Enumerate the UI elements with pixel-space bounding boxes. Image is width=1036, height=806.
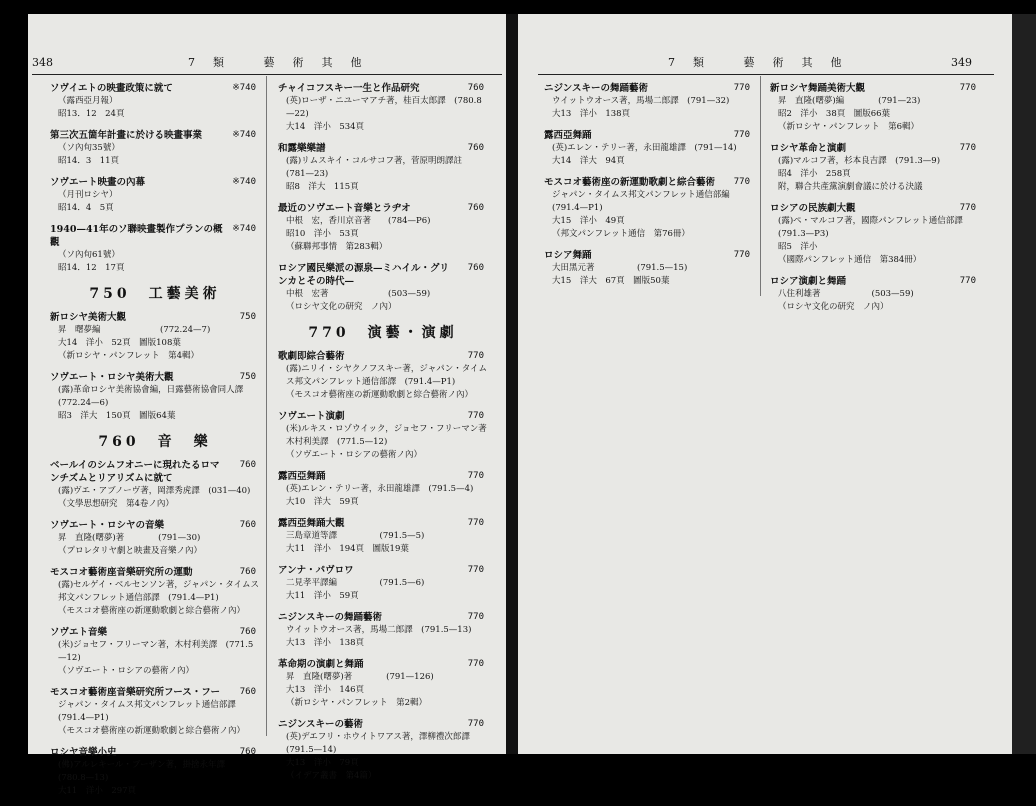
entry-detail-line: （ソヴエート・ロシアの藝術ノ內） xyxy=(58,666,195,676)
entry-detail-line: ウイットウオース著，馬場二郎譯 (791—32) xyxy=(552,96,730,106)
entry-detail-line: ジャパン・タイムス邦文パンフレット通信部編 (791.4—P1) xyxy=(552,190,739,213)
right-class-heading: 7類 藝術其他 xyxy=(668,56,860,69)
catalog-entry xyxy=(544,82,754,121)
right-column-1 xyxy=(544,82,754,296)
entry-class-code: ※740 xyxy=(232,130,256,140)
catalog-entry xyxy=(50,519,260,558)
catalog-entry xyxy=(544,176,754,241)
entry-title: 1940—41年のソ聯映畫製作プランの概觀 xyxy=(50,224,223,248)
entry-detail-line: （プロレタリヤ劇と映畫及音樂ノ內） xyxy=(58,546,202,556)
catalog-entry xyxy=(770,142,980,194)
catalog-entry xyxy=(278,517,488,556)
left-header xyxy=(28,52,506,74)
entry-detail-line: （ロシヤ文化の研究 ノ內） xyxy=(778,302,889,312)
entry-detail-line: 昭10 洋小 53頁 xyxy=(286,229,359,239)
entry-title: チャイコフスキー一生と作品研究 xyxy=(278,83,420,94)
entry-class-code: 770 xyxy=(467,612,484,622)
entry-detail-line: (米)ルキス・ロゾウイック，ジョセフ・フリーマン著 木村利美譯 (771.5—12) xyxy=(286,424,496,447)
entry-detail-line: 大13 洋小 79頁 xyxy=(286,758,359,768)
entry-detail-line: （文學思想研究 第4卷ノ內） xyxy=(58,499,174,509)
catalog-entry xyxy=(278,718,488,783)
entry-detail-line: 昭14．4 5頁 xyxy=(58,203,114,213)
entry-class-code: 770 xyxy=(733,130,750,140)
entry-class-code: 770 xyxy=(467,565,484,575)
entry-detail-line: 昭4 洋小 258頁 xyxy=(778,169,851,179)
entry-title: モスコオ藝術座の新運動歌劇と綜合藝術 xyxy=(544,177,716,188)
entry-class-code: 760 xyxy=(239,520,256,530)
entry-title: 露西亞舞踊 xyxy=(544,130,592,141)
entry-detail-line: 大13 洋小 146頁 xyxy=(286,685,365,695)
entry-detail-line: 附，聯合共產黨演劇會議に於ける決議 xyxy=(778,182,923,192)
entry-class-code: ※740 xyxy=(232,177,256,187)
entry-detail-line: (英)エレン・テリー著，永田龍雄譯 (791.5—4) xyxy=(286,484,474,494)
entry-title: ニジンスキーの藝術 xyxy=(278,719,363,730)
entry-detail-line: 中根 宏著 (503—59) xyxy=(286,289,431,299)
entry-title: ニジンスキーの舞踊藝術 xyxy=(278,612,382,623)
entry-detail-line: 昇 直隆(曙夢)著 (791—126) xyxy=(286,672,434,682)
catalog-entry xyxy=(278,350,488,402)
entry-detail-line: 大14 洋小 534頁 xyxy=(286,122,365,132)
entry-detail-line: (露)マルコフ著，杉本良吉譯 (791.3—9) xyxy=(778,156,941,166)
entry-class-code: 770 xyxy=(959,143,976,153)
entry-title: モスコオ藝術座音樂研究所の運動 xyxy=(50,567,193,578)
entry-title: ソヴエート・ロシヤ美術大觀 xyxy=(50,372,174,383)
entry-detail-line: 大15 洋小 49頁 xyxy=(552,216,625,226)
entry-detail-line: 中根 宏，香川京音著 (784—P6) xyxy=(286,216,431,226)
book-gutter xyxy=(506,14,518,754)
entry-detail-line: 昭8 洋大 115頁 xyxy=(286,182,359,192)
entry-detail-line: （モスコオ藝術座の新運動歌劇と綜合藝術ノ內） xyxy=(58,606,246,616)
entry-detail-line: 大13 洋小 138頁 xyxy=(552,109,631,119)
entry-detail-line: 昭2 洋小 38頁 圖版66葉 xyxy=(778,109,891,119)
entry-class-code: 760 xyxy=(239,567,256,577)
left-page-number: 348 xyxy=(32,56,53,69)
entry-title: 新ロシヤ美術大觀 xyxy=(50,312,127,323)
entry-title: ロシア演劇と舞踊 xyxy=(770,276,847,287)
entry-detail-line: 大15 洋大 67頁 圖版50葉 xyxy=(552,276,670,286)
entry-detail-line: 昭13．12 24頁 xyxy=(58,109,125,119)
left-column-1 xyxy=(50,82,260,806)
catalog-entry xyxy=(770,82,980,134)
entry-title: ロシヤ革命と演劇 xyxy=(770,143,847,154)
entry-title: ニジンスキーの舞踊藝術 xyxy=(544,83,648,94)
entry-detail-line: （イデア叢書 第4篇） xyxy=(286,771,377,781)
entry-detail-line: 大14 洋大 94頁 xyxy=(552,156,625,166)
entry-detail-line: （ソ內旬35號） xyxy=(58,143,120,153)
entry-class-code: 770 xyxy=(733,83,750,93)
right-page xyxy=(518,14,1012,754)
right-column-divider xyxy=(760,76,761,296)
entry-detail-line: (露)リムスキイ・コルサコフ著，菅原明朗譯註 (781—23) xyxy=(286,156,471,179)
entry-detail-line: 大田黑元著 (791.5—15) xyxy=(552,263,688,273)
entry-class-code: 770 xyxy=(959,203,976,213)
entry-detail-line: (露)ニリイ・シヤクノフスキー著，ジャパン・タイムス邦文パンフレット通信部譯 (791.4—P1) xyxy=(286,364,488,387)
entry-detail-line: 大11 洋小 59頁 xyxy=(286,591,359,601)
catalog-entry xyxy=(278,202,488,254)
entry-detail-line: (英)エレン・テリー著，永田龍雄譯 (791—14) xyxy=(552,143,737,153)
entry-class-code: 770 xyxy=(467,471,484,481)
right-header xyxy=(518,52,1012,74)
catalog-entry xyxy=(50,311,260,363)
entry-detail-line: （新ロシヤ・パンフレット 第4輯） xyxy=(58,351,199,361)
entry-detail-line: 昭5 洋小 xyxy=(778,242,818,252)
right-column-2 xyxy=(770,82,980,322)
catalog-entry xyxy=(544,129,754,168)
catalog-entry xyxy=(278,262,488,314)
entry-class-code: 770 xyxy=(467,411,484,421)
entry-title: ロシヤ音樂小史 xyxy=(50,747,117,758)
entry-detail-line: 八住利雄著 (503—59) xyxy=(778,289,914,299)
catalog-entry xyxy=(50,129,260,168)
entry-detail-line: ウイットウオース著，馬場二郎譯 (791.5—13) xyxy=(286,625,472,635)
entry-detail-line: （ロシヤ文化の研究 ノ內） xyxy=(286,302,397,312)
entry-title: アンナ・パヴロワ xyxy=(278,565,354,576)
catalog-entry xyxy=(50,176,260,215)
entry-detail-line: (英)ローザ・ニユーマアチ著，桂百太郎譯 (780.8—22) xyxy=(286,96,482,119)
entry-detail-line: （月刊ロシヤ） xyxy=(58,190,118,200)
entry-detail-line: （國際パンフレット通信 第384冊） xyxy=(778,255,922,265)
entry-detail-line: (露)ペ・マルコフ著，國際パンフレット通信部譯 (791.3—P3) xyxy=(778,216,972,239)
entry-class-code: 760 xyxy=(239,460,256,470)
entry-title: ソヴエート・ロシヤの音樂 xyxy=(50,520,165,531)
entry-detail-line: 三島章道等譯 (791.5—5) xyxy=(286,531,425,541)
catalog-entry xyxy=(278,410,496,462)
catalog-entry xyxy=(770,202,980,267)
entry-detail-line: (露)革命ロシヤ美術協會編，日露藝術協會同人譯 (772.24—6) xyxy=(58,385,252,408)
entry-class-code: 750 xyxy=(239,312,256,322)
entry-title: 露西亞舞踊 xyxy=(278,471,326,482)
catalog-entry xyxy=(50,223,260,275)
entry-title: ソヴエト音樂 xyxy=(50,627,108,638)
entry-title: ロシア舞踊 xyxy=(544,250,592,261)
entry-title: 歌劇即綜合藝術 xyxy=(278,351,345,362)
entry-title: モスコオ藝術座音樂研究所フース・フー xyxy=(50,687,220,698)
entry-class-code: 750 xyxy=(239,372,256,382)
entry-title: ソヴイエトの映畫政策に就て xyxy=(50,83,173,94)
entry-detail-line: 昭14．3 11頁 xyxy=(58,156,120,166)
catalog-entry xyxy=(278,470,488,509)
catalog-entry xyxy=(770,275,980,314)
entry-detail-line: 大14 洋小 52頁 圖版108葉 xyxy=(58,338,181,348)
entry-title: ベールイのシムフオニーに現れたるロマンチズムとリアリズムに就て xyxy=(50,460,220,484)
catalog-entry xyxy=(278,82,488,134)
entry-class-code: 770 xyxy=(733,177,750,187)
entry-detail-line: 昭14．12 17頁 xyxy=(58,263,125,273)
left-column-2 xyxy=(278,82,496,791)
entry-detail-line: (米)ジョセフ・フリーマン著，木村利美譯 (771.5—12) xyxy=(58,640,254,663)
right-edge-shadow xyxy=(1012,14,1036,754)
entry-class-code: 770 xyxy=(467,518,484,528)
section-heading: 760 音 樂 xyxy=(98,434,212,450)
entry-detail-line: 大11 洋小 297頁 xyxy=(58,786,137,796)
entry-detail-line: （モスコオ藝術座の新運動歌劇と綜合藝術ノ內） xyxy=(286,390,474,400)
entry-detail-line: （蘇聯邦事情 第283輯） xyxy=(286,242,388,252)
catalog-entry xyxy=(50,459,260,511)
entry-class-code: 760 xyxy=(239,747,256,757)
entry-title: ソヴエート演劇 xyxy=(278,411,345,422)
left-class-heading: 7類 藝術其他 xyxy=(188,56,380,69)
catalog-entry xyxy=(50,371,260,423)
entry-title: 露西亞舞踊大觀 xyxy=(278,518,345,529)
entry-detail-line: （露西亞月報） xyxy=(58,96,118,106)
catalog-entry xyxy=(50,626,260,678)
entry-class-code: 770 xyxy=(733,250,750,260)
entry-class-code: 760 xyxy=(467,263,484,273)
entry-title: 新ロシヤ舞踊美術大觀 xyxy=(770,83,866,94)
entry-detail-line: 昭3 洋大 150頁 圖版64葉 xyxy=(58,411,176,421)
entry-class-code: 760 xyxy=(239,627,256,637)
entry-title: 最近のソヴエート音樂とラヂオ xyxy=(278,203,411,214)
entry-detail-line: （ソヴエート・ロシアの藝術ノ內） xyxy=(286,450,423,460)
catalog-entry xyxy=(544,249,754,288)
entry-class-code: 760 xyxy=(467,203,484,213)
catalog-entry xyxy=(278,658,488,710)
entry-detail-line: 大10 洋大 59頁 xyxy=(286,497,359,507)
entry-detail-line: 昇 直隆(曙夢)編 (791—23) xyxy=(778,96,921,106)
entry-detail-line: 二見孝平譯編 (791.5—6) xyxy=(286,578,425,588)
left-header-rule xyxy=(32,74,502,75)
right-header-rule xyxy=(538,74,994,75)
entry-detail-line: (露)セルゲイ・ベルセンソン著，ジャパン・タイムス邦文パンフレット通信部譯 (791.4—P1) xyxy=(58,580,260,603)
entry-detail-line: (露)ヴエ・アブノーヴ著，岡澤秀虎譯 (031—40) xyxy=(58,486,251,496)
entry-detail-line: （新ロシヤ・パンフレット 第6輯） xyxy=(778,122,919,132)
entry-title: 和露樂樂譜 xyxy=(278,143,326,154)
entry-class-code: ※740 xyxy=(232,83,256,93)
catalog-entry xyxy=(50,82,260,121)
entry-class-code: ※740 xyxy=(232,224,256,234)
entry-title: 革命期の演劇と舞踊 xyxy=(278,659,364,670)
catalog-entry xyxy=(50,746,260,798)
entry-detail-line: 大13 洋小 138頁 xyxy=(286,638,365,648)
entry-detail-line: 大11 洋小 194頁 圖版19葉 xyxy=(286,544,409,554)
section-heading: 770 演藝・演劇 xyxy=(308,325,458,341)
entry-title: ソヴエート映畫の內幕 xyxy=(50,177,146,188)
left-page xyxy=(28,14,506,796)
entry-class-code: 760 xyxy=(467,143,484,153)
entry-detail-line: (英)デエフリ・ホウイトワアス著，澤柳禮次郎譯 (791.5—14) xyxy=(286,732,479,755)
catalog-entry xyxy=(278,564,488,603)
entry-class-code: 770 xyxy=(959,276,976,286)
right-page-number: 349 xyxy=(951,56,972,69)
entry-title: 第三次五箇年計畫に於ける映畫事業 xyxy=(50,130,203,141)
section-heading: 750 工藝美術 xyxy=(89,286,221,302)
entry-class-code: 770 xyxy=(467,351,484,361)
entry-detail-line: ジャパン・タイムス邦文パンフレット通信部譯 (791.4—P1) xyxy=(58,700,245,723)
entry-detail-line: 昇 直隆(曙夢)著 (791—30) xyxy=(58,533,201,543)
catalog-entry xyxy=(50,566,260,618)
entry-detail-line: (佛)アルレキール・ブーザン著，掛捨永年譯 (780.8—13) xyxy=(58,760,234,783)
entry-class-code: 760 xyxy=(467,83,484,93)
entry-detail-line: 昇 曙夢編 (772.24—7) xyxy=(58,325,211,335)
entry-class-code: 760 xyxy=(239,687,256,697)
entry-detail-line: （ソ內旬61號） xyxy=(58,250,120,260)
entry-detail-line: （モスコオ藝術座の新運動歌劇と綜合藝術ノ內） xyxy=(58,726,246,736)
catalog-entry xyxy=(278,142,488,194)
entry-title: ロシア國民樂派の源泉—ミハイル・グリンカとその時代— xyxy=(278,263,450,287)
left-column-divider xyxy=(266,76,267,736)
entry-class-code: 770 xyxy=(959,83,976,93)
catalog-entry xyxy=(278,611,488,650)
catalog-entry xyxy=(50,686,260,738)
entry-title: ロシアの民族劇大觀 xyxy=(770,203,856,214)
entry-class-code: 770 xyxy=(467,719,484,729)
entry-detail-line: （新ロシヤ・パンフレット 第2輯） xyxy=(286,698,427,708)
entry-class-code: 770 xyxy=(467,659,484,669)
entry-detail-line: （邦文パンフレット通信 第76冊） xyxy=(552,229,690,239)
